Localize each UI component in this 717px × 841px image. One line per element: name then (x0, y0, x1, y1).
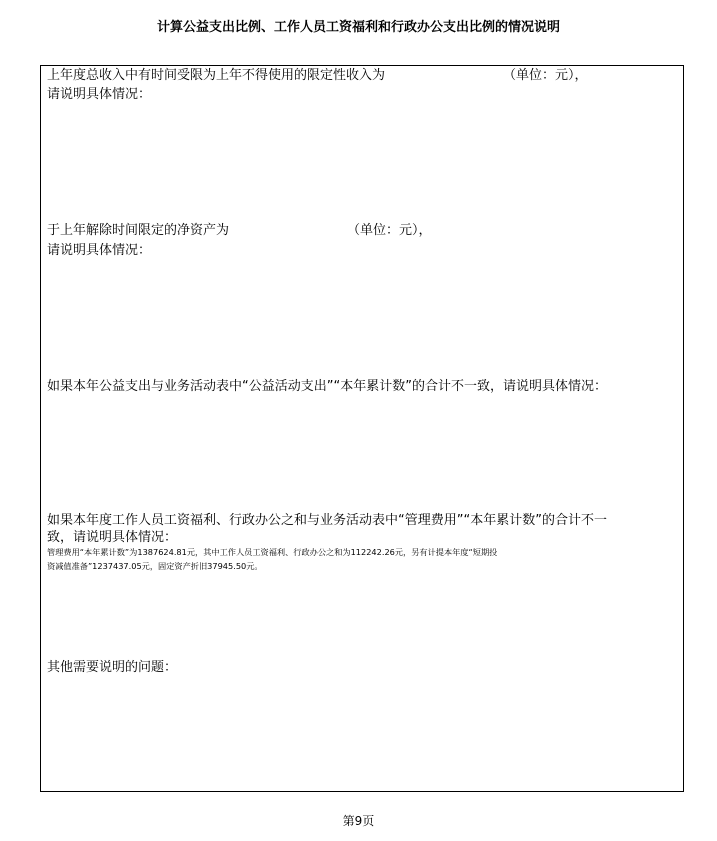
other-matters-prompt: 其他需要说明的问题： (47, 660, 178, 675)
public-welfare-discrepancy-prompt: 如果本年公益支出与业务活动表中“公益活动支出”“本年累计数”的合计不一致，请说明具体情况： (47, 379, 607, 394)
released-net-assets-unit: （单位：元）， (347, 223, 432, 238)
restricted-income-line (47, 68, 588, 84)
form-box (40, 65, 684, 792)
admin-expense-discrepancy-prompt-line2: 致，请说明具体情况： (47, 530, 178, 545)
restricted-income-unit: （单位：元）， (503, 68, 588, 83)
admin-expense-discrepancy-prompt-line1: 如果本年度工作人员工资福利、行政办公之和与业务活动表中“管理费用”“本年累计数”的合计不一 (47, 513, 607, 528)
page-number: 第9页 (342, 814, 375, 828)
admin-expense-answer-line1: 管理费用“本年累计数”为1387624.81元，其中工作人员工资福利、行政办公之和为112242.26元，另有计提本年度“短期投 (47, 547, 498, 557)
admin-expense-answer-line2: 资减值准备”1237437.05元，固定资产折旧37945.50元。 (47, 561, 263, 571)
released-net-assets-label: 于上年解除时间限定的净资产为 (47, 223, 230, 238)
released-net-assets-explain-prompt: 请说明具体情况： (47, 243, 152, 258)
released-net-assets-line (47, 223, 432, 239)
document-title: 计算公益支出比例、工作人员工资福利和行政办公支出比例的情况说明 (156, 20, 560, 35)
restricted-income-label: 上年度总收入中有时间受限为上年不得使用的限定性收入为 (47, 68, 386, 83)
restricted-income-explain-prompt: 请说明具体情况： (47, 87, 152, 102)
